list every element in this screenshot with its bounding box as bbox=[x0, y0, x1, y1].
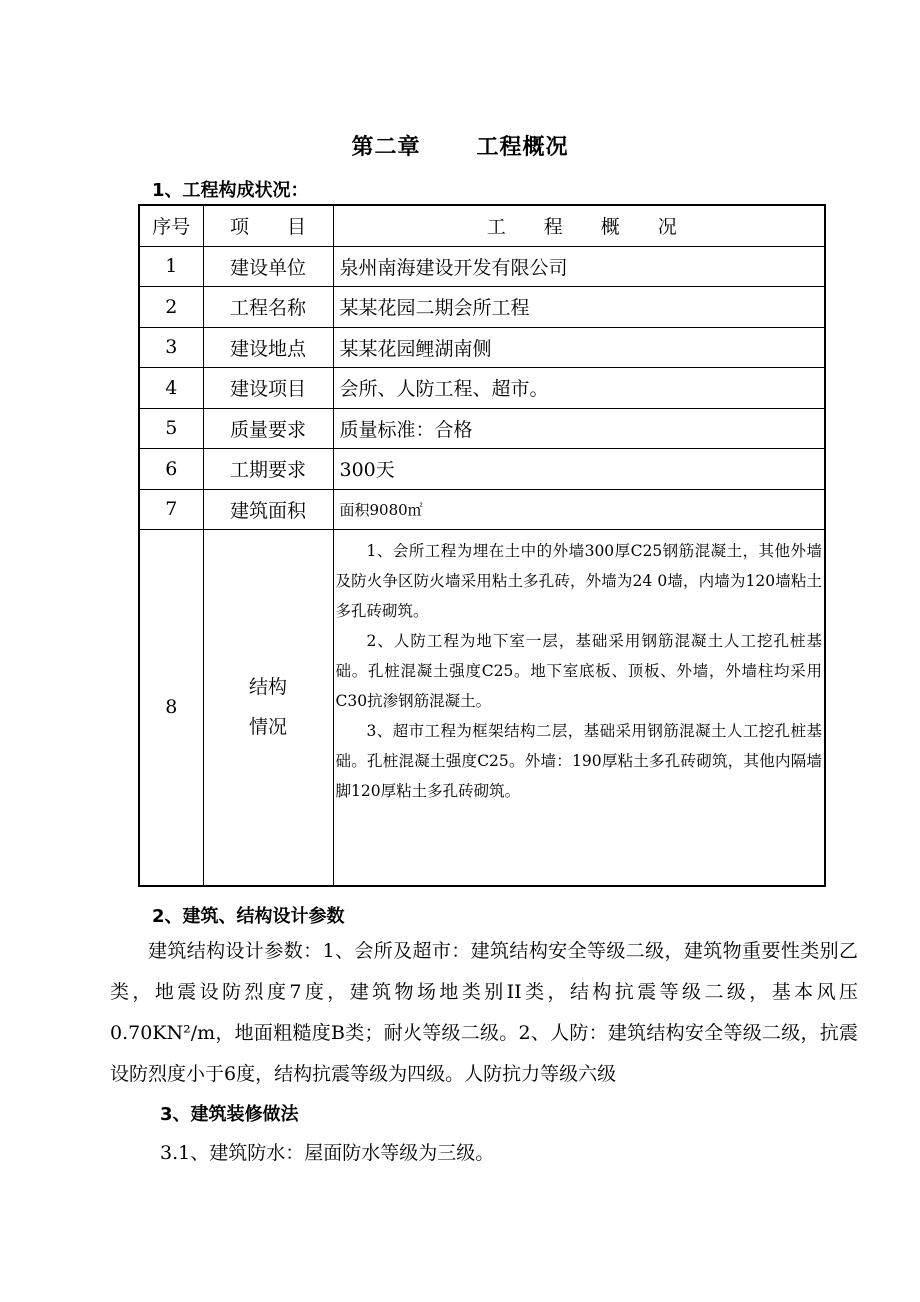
table-row bbox=[139, 489, 825, 530]
section-3-sub: 3.1、建筑防水：屋面防水等级为三级。 bbox=[160, 1142, 495, 1164]
chapter-number: 第二章 bbox=[351, 135, 421, 160]
structure-item-line2: 情况 bbox=[248, 716, 287, 739]
section-heading-3: 3、建筑装修做法 bbox=[160, 1104, 299, 1125]
row-no: 2 bbox=[139, 287, 203, 328]
structure-description bbox=[333, 530, 825, 886]
section-heading-1: 1、工程构成状况： bbox=[152, 180, 309, 201]
row-no: 1 bbox=[139, 246, 203, 287]
row-value: 质量标准：合格 bbox=[333, 408, 825, 449]
header-overview: 工 程 概 况 bbox=[333, 205, 825, 246]
chapter-title bbox=[0, 130, 920, 161]
table-row bbox=[139, 449, 825, 490]
row-item: 质量要求 bbox=[203, 408, 333, 449]
structure-item bbox=[203, 530, 333, 886]
row-value: 会所、人防工程、超市。 bbox=[333, 368, 825, 409]
structure-paragraph-3: 3、超市工程为框架结构二层，基础采用钢筋混凝土人工挖孔桩基础。孔桩混凝土强度C25。外墙：190厚粘土多孔砖砌筑，其他内隔墙脚120厚粘土多孔砖砌筑。 bbox=[335, 722, 822, 800]
row-no: 8 bbox=[139, 530, 203, 886]
chapter-name: 工程概况 bbox=[476, 135, 569, 160]
table-row bbox=[139, 408, 825, 449]
section-2-body: 建筑结构设计参数：1、会所及超市：建筑结构安全等级二级，建筑物重要性类别乙 类，地震设防烈度7度，建筑物场地类别II类，结构抗震等级二级，基本风压0.70KN²/m，地面粗糙度B类；耐火等级二级。2、人防：建筑结构安全等级二级，抗震设防烈度小于6度，结构抗震等级为四级。人防抗力等级六级 bbox=[110, 940, 858, 1085]
table-row bbox=[139, 287, 825, 328]
header-item: 项 目 bbox=[203, 205, 333, 246]
row-no: 4 bbox=[139, 368, 203, 409]
row-item: 建设单位 bbox=[203, 246, 333, 287]
row-item: 工程名称 bbox=[203, 287, 333, 328]
row-item: 建设项目 bbox=[203, 368, 333, 409]
table-header-row bbox=[139, 205, 825, 246]
header-no: 序号 bbox=[139, 205, 203, 246]
row-no: 7 bbox=[139, 489, 203, 530]
project-overview-table bbox=[138, 204, 826, 887]
row-value: 泉州南海建设开发有限公司 bbox=[333, 246, 825, 287]
structure-item-line1: 结构 bbox=[248, 676, 287, 699]
row-no: 3 bbox=[139, 327, 203, 368]
table-row bbox=[139, 327, 825, 368]
row-value: 某某花园鲤湖南侧 bbox=[333, 327, 825, 368]
row-value: 面积9080㎡ bbox=[333, 489, 825, 530]
section-heading-2: 2、建筑、结构设计参数 bbox=[152, 906, 345, 927]
structure-row bbox=[139, 530, 825, 886]
row-value: 某某花园二期会所工程 bbox=[333, 287, 825, 328]
row-value: 300天 bbox=[333, 449, 825, 490]
row-no: 5 bbox=[139, 408, 203, 449]
row-item: 建筑面积 bbox=[203, 489, 333, 530]
table-row bbox=[139, 368, 825, 409]
table-row bbox=[139, 246, 825, 287]
row-item: 工期要求 bbox=[203, 449, 333, 490]
structure-paragraph-1: 1、会所工程为埋在土中的外墙300厚C25钢筋混凝土，其他外墙及防火争区防火墙采用粘土多孔砖，外墙为24 0墙，内墙为120墙粘土多孔砖砌筑。 bbox=[335, 542, 822, 620]
row-no: 6 bbox=[139, 449, 203, 490]
structure-paragraph-2: 2、人防工程为地下室一层，基础采用钢筋混凝土人工挖孔桩基础。孔桩混凝土强度C25。地下室底板、顶板、外墙，外墙柱均采用C30抗渗钢筋混凝土。 bbox=[335, 632, 822, 710]
row-item: 建设地点 bbox=[203, 327, 333, 368]
